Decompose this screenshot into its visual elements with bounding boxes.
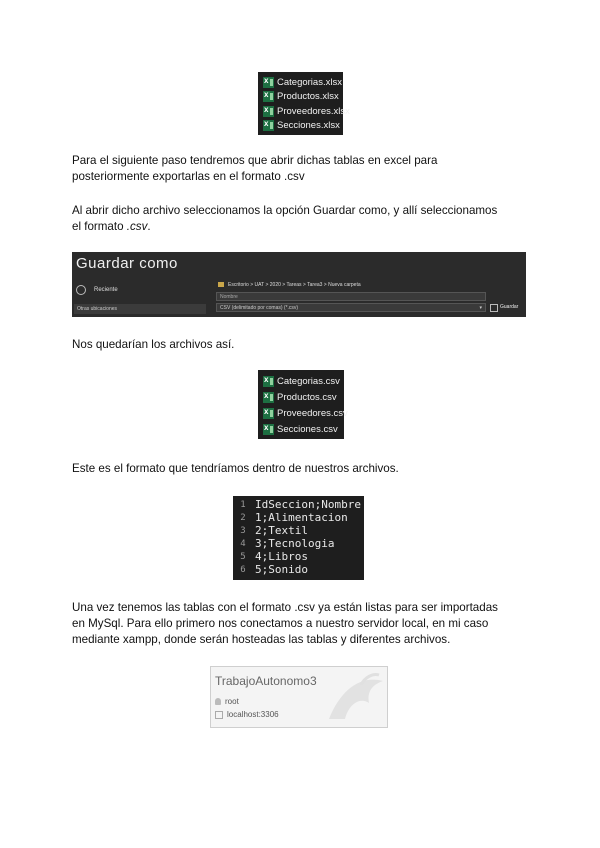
file-item[interactable]: x Proveedores.csv <box>263 405 339 421</box>
file-item[interactable]: x Productos.csv <box>263 389 339 405</box>
connection-tile[interactable] <box>210 666 388 728</box>
csv-content-image <box>233 496 364 580</box>
file-item[interactable]: x Proveedores.xlsx <box>263 104 338 119</box>
save-as-panel <box>72 252 526 317</box>
excel-file-icon <box>263 120 274 131</box>
csv-file-icon <box>263 376 274 387</box>
file-item[interactable]: x Productos.xlsx <box>263 90 338 105</box>
save-button[interactable]: Guardar <box>490 302 524 313</box>
file-item[interactable]: x Categorias.csv <box>263 373 339 389</box>
other-locations-item[interactable]: Otras ubicaciones <box>74 304 206 314</box>
network-icon <box>215 711 223 719</box>
user-icon <box>215 698 221 705</box>
code-line: 1 IdSeccion;Nombre <box>240 498 361 511</box>
code-line: 4 3;Tecnologia <box>240 537 335 550</box>
code-line: 6 5;Sonido <box>240 563 308 576</box>
csv-files-image <box>258 370 348 439</box>
paragraph-result: Nos quedarían los archivos así. <box>72 338 235 351</box>
dolphin-logo <box>321 669 388 727</box>
connection-name: TrabajoAutonomo3 <box>215 674 317 688</box>
paragraph-export: Para el siguiente paso tendremos que abrir dichas tablas en excel para posteriormente exportarlas en el formato .csv <box>72 154 438 183</box>
file-item[interactable]: x Categorias.xlsx <box>263 75 338 90</box>
paragraph-format: Este es el formato que tendríamos dentro de nuestros archivos. <box>72 462 399 475</box>
chevron-down-icon: ▾ <box>479 305 482 311</box>
csv-file-icon <box>263 424 274 435</box>
filetype-select[interactable]: CSV (delimitado por comas) (*.csv) ▾ <box>216 303 486 312</box>
filename-input[interactable]: Nombre <box>216 292 486 301</box>
connection-host: localhost:3306 <box>215 710 279 719</box>
paragraph-mysql: Una vez tenemos las tablas con el formato .csv ya están listas para ser importadas en MySql. Para ello primero nos conectamos a nuestro servidor local, en mi caso mediante xampp, donde serán hosteadas las tablas y diferentes archivos. <box>72 601 498 646</box>
save-as-title: Guardar como <box>76 255 178 272</box>
csv-file-icon <box>263 408 274 419</box>
csv-file-icon <box>263 392 274 403</box>
excel-files-image <box>258 72 350 135</box>
excel-file-icon <box>263 106 274 117</box>
excel-file-icon <box>263 91 274 102</box>
save-icon <box>490 304 498 312</box>
code-line: 3 2;Textil <box>240 524 308 537</box>
folder-icon <box>218 282 224 287</box>
excel-file-icon <box>263 77 274 88</box>
paragraph-save-as: Al abrir dicho archivo seleccionamos la opción Guardar como, y allí seleccionamos el formato .csv. <box>72 204 498 233</box>
connection-user: root <box>215 697 239 706</box>
recent-item[interactable]: Reciente <box>76 284 204 296</box>
clock-icon <box>76 285 86 295</box>
code-line: 2 1;Alimentacion <box>240 511 348 524</box>
file-item[interactable]: x Secciones.xlsx <box>263 119 338 134</box>
code-line: 5 4;Libros <box>240 550 308 563</box>
path-breadcrumb[interactable]: Escritorio > UAT > 2020 > Tareas > Tarea3 > Nueva carpeta <box>218 282 518 290</box>
file-item[interactable]: x Secciones.csv <box>263 421 339 437</box>
